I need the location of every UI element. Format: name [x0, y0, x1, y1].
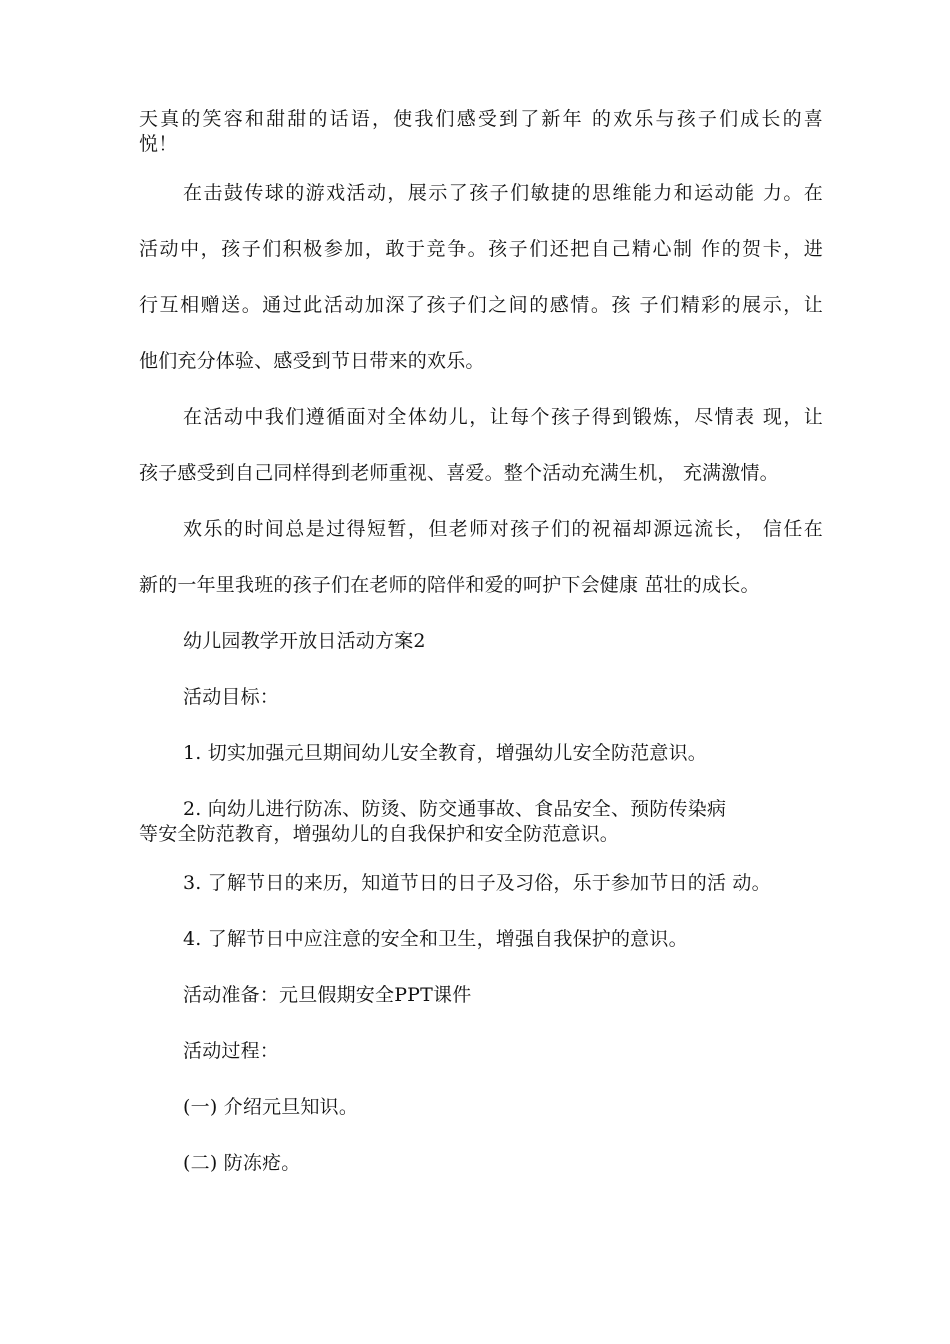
- text-line-5: 行互相赠送。通过此活动加深了孩子们之间的感情。孩 子们精彩的展示，让: [139, 294, 823, 316]
- text-line-2: 悦！: [139, 133, 178, 155]
- process-heading: 活动过程：: [183, 1040, 280, 1062]
- process-step-1: (一) 介绍元旦知识。: [183, 1096, 359, 1118]
- preparation-line: 活动准备：元旦假期安全PPT课件: [183, 984, 472, 1006]
- goals-heading: 活动目标：: [183, 686, 280, 708]
- text-line-4: 活动中，孩子们积极参加，敢于竞争。孩子们还把自己精心制 作的贺卡，进: [139, 238, 823, 260]
- section-title: 幼儿园教学开放日活动方案2: [183, 630, 426, 652]
- text-line-8: 孩子感受到自己同样得到老师重视、喜爱。整个活动充满生机， 充满激情。: [139, 462, 779, 484]
- goal-item-1: 1. 切实加强元旦期间幼儿安全教育，增强幼儿安全防范意识。: [183, 742, 707, 764]
- text-line-1: 天真的笑容和甜甜的话语，使我们感受到了新年 的欢乐与孩子们成长的喜: [139, 108, 823, 130]
- goal-item-2: 2. 向幼儿进行防冻、防烫、防交通事故、食品安全、预防传染病: [183, 798, 727, 820]
- text-line-10: 新的一年里我班的孩子们在老师的陪伴和爱的呵护下会健康 茁壮的成长。: [139, 574, 760, 596]
- process-step-2: (二) 防冻疮。: [183, 1152, 301, 1174]
- goal-item-2-continued: 等安全防范教育，增强幼儿的自我保护和安全防范意识。: [139, 823, 620, 845]
- text-line-6: 他们充分体验、感受到节日带来的欢乐。: [139, 350, 485, 372]
- text-line-7: 在活动中我们遵循面对全体幼儿，让每个孩子得到锻炼，尽情表 现，让: [183, 406, 823, 428]
- text-line-3: 在击鼓传球的游戏活动，展示了孩子们敏捷的思维能力和运动能 力。在: [183, 182, 823, 204]
- text-line-9: 欢乐的时间总是过得短暂，但老师对孩子们的祝福却源远流长， 信任在: [183, 518, 823, 540]
- goal-item-3: 3. 了解节日的来历，知道节日的日子及习俗，乐于参加节日的活 动。: [183, 872, 771, 894]
- goal-item-4: 4. 了解节日中应注意的安全和卫生，增强自我保护的意识。: [183, 928, 688, 950]
